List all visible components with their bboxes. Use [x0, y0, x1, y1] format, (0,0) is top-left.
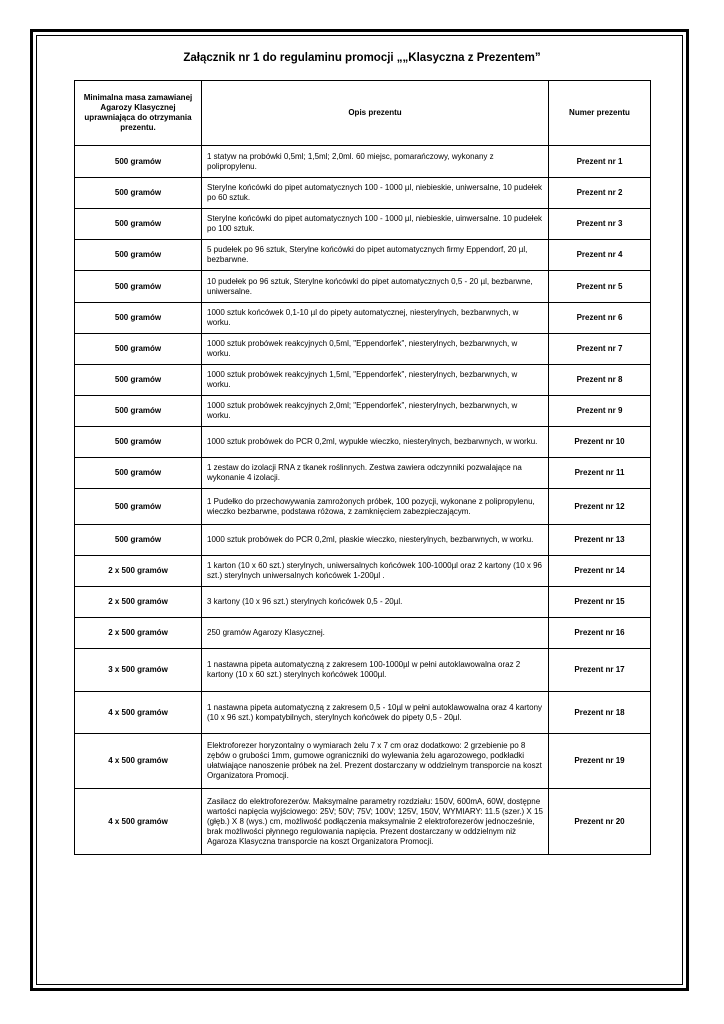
description-cell: 1000 sztuk probówek do PCR 0,2ml, wypukłe wieczko, niesterylnych, bezbarwnych, w worku.: [202, 427, 549, 458]
mass-cell: 2 x 500 gramów: [75, 587, 202, 618]
table-row: [75, 734, 651, 789]
table-header-row: [75, 81, 651, 146]
number-cell: Prezent nr 7: [549, 334, 651, 365]
number-cell: Prezent nr 15: [549, 587, 651, 618]
description-cell: 1 statyw na probówki 0,5ml; 1,5ml; 2,0ml. 60 miejsc, pomarańczowy, wykonany z polipropylenu.: [202, 146, 549, 178]
mass-cell: 500 gramów: [75, 396, 202, 427]
mass-cell: 500 gramów: [75, 334, 202, 365]
header-description: Opis prezentu: [202, 81, 549, 146]
table-row: [75, 618, 651, 649]
number-cell: Prezent nr 17: [549, 649, 651, 692]
number-cell: Prezent nr 3: [549, 209, 651, 240]
mass-cell: 500 gramów: [75, 178, 202, 209]
mass-cell: 500 gramów: [75, 240, 202, 271]
table-row: [75, 240, 651, 271]
mass-cell: 500 gramów: [75, 209, 202, 240]
table-row: [75, 458, 651, 489]
table-row: [75, 178, 651, 209]
table-row: [75, 365, 651, 396]
table-row: [75, 525, 651, 556]
description-cell: Sterylne końcówki do pipet automatycznych 100 - 1000 µl, niebieskie, uniwersalne, 10 pudełek po 60 sztuk.: [202, 178, 549, 209]
number-cell: Prezent nr 14: [549, 556, 651, 587]
table-row: [75, 692, 651, 734]
header-mass: Minimalna masa zamawianej Agarozy Klasycznej uprawniająca do otrzymania prezentu.: [75, 81, 202, 146]
number-cell: Prezent nr 16: [549, 618, 651, 649]
mass-cell: 500 gramów: [75, 458, 202, 489]
number-cell: Prezent nr 13: [549, 525, 651, 556]
description-cell: 1000 sztuk probówek do PCR 0,2ml, płaskie wieczko, niesterylnych, bezbarwnych, w worku.: [202, 525, 549, 556]
description-cell: 3 kartony (10 x 96 szt.) sterylnych końcówek 0,5 - 20µl.: [202, 587, 549, 618]
number-cell: Prezent nr 1: [549, 146, 651, 178]
number-cell: Prezent nr 18: [549, 692, 651, 734]
mass-cell: 500 gramów: [75, 365, 202, 396]
number-cell: Prezent nr 12: [549, 489, 651, 525]
table-row: [75, 209, 651, 240]
description-cell: 250 gramów Agarozy Klasycznej.: [202, 618, 549, 649]
description-cell: 10 pudełek po 96 sztuk, Sterylne końcówki do pipet automatycznych 0,5 - 20 µl, bezbarwne, uniwersalne.: [202, 271, 549, 303]
header-number: Numer prezentu: [549, 81, 651, 146]
description-cell: 1000 sztuk końcówek 0,1-10 µl do pipety automatycznej, niesterylnych, bezbarwnych, w worku.: [202, 303, 549, 334]
description-cell: Elektroforezer horyzontalny o wymiarach żelu 7 x 7 cm oraz dodatkowo: 2 grzebienie po 8 zębów o grubości 1mm, gumowe ograniczniki do wylewania żelu agarozowego, podkładki ułatwiające nanoszenie próbek na żel. Prezent dostarczany w oddzielnym transporcie na koszt Organizatora Promocji.: [202, 734, 549, 789]
description-cell: 1 karton (10 x 60 szt.) sterylnych, uniwersalnych końcówek 100-1000µl oraz 2 kartony (10 x 96 szt.) sterylnych uniwersalnych końcówek 1-200µl .: [202, 556, 549, 587]
description-cell: 1000 sztuk probówek reakcyjnych 1,5ml, "Eppendorfek", niesterylnych, bezbarwnych, w worku.: [202, 365, 549, 396]
mass-cell: 500 gramów: [75, 303, 202, 334]
mass-cell: 2 x 500 gramów: [75, 556, 202, 587]
mass-cell: 500 gramów: [75, 271, 202, 303]
table-row: [75, 789, 651, 855]
document-title: Załącznik nr 1 do regulaminu promocji „„Klasyczna z Prezentem”: [183, 52, 541, 64]
prize-table: [74, 80, 651, 855]
description-cell: 1000 sztuk probówek reakcyjnych 2,0ml; "Eppendorfek", niesterylnych, bezbarwnych, w worku.: [202, 396, 549, 427]
description-cell: 5 pudełek po 96 sztuk, Sterylne końcówki do pipet automatycznych firmy Eppendorf, 20 µl, bezbarwne.: [202, 240, 549, 271]
description-cell: Zasilacz do elektroforezerów. Maksymalne parametry rozdziału: 150V, 600mA, 60W, dostępne wartości napięcia wyjściowego: 25V; 50V; 75V; 100V; 125V, 150V, WYMIARY: 11.5 (szer.) X 15 (głęb.) X 8 (wys.) cm, możliwość podłączenia maksymalnie 2 elektroforezerów jednocześnie, brak możliwości płynnego regulowania napięcia. Prezent dostarczany w oddzielnym niż Agaroza Klasyczna transporcie na koszt Organizatora Promocji.: [202, 789, 549, 855]
mass-cell: 500 gramów: [75, 525, 202, 556]
table-row: [75, 396, 651, 427]
mass-cell: 2 x 500 gramów: [75, 618, 202, 649]
mass-cell: 500 gramów: [75, 489, 202, 525]
number-cell: Prezent nr 20: [549, 789, 651, 855]
description-cell: 1 Pudełko do przechowywania zamrożonych próbek, 100 pozycji, wykonane z polipropylenu, wieczko bezbarwne, podstawa różowa, z zamknięciem zabezpieczającym.: [202, 489, 549, 525]
number-cell: Prezent nr 2: [549, 178, 651, 209]
number-cell: Prezent nr 10: [549, 427, 651, 458]
mass-cell: 4 x 500 gramów: [75, 692, 202, 734]
mass-cell: 4 x 500 gramów: [75, 734, 202, 789]
description-cell: 1 nastawna pipeta automatyczną z zakresem 0,5 - 10µl w pełni autoklawowalna oraz 4 kartony (10 x 96 szt.) kompatybilnych, sterylnych końcówek do pipety 0,5 - 20µl.: [202, 692, 549, 734]
table-row: [75, 334, 651, 365]
description-cell: Sterylne końcówki do pipet automatycznych 100 - 1000 µl, niebieskie, uinwersalne. 10 pudełek po 100 sztuk.: [202, 209, 549, 240]
mass-cell: 4 x 500 gramów: [75, 789, 202, 855]
description-cell: 1 nastawna pipeta automatyczną z zakresem 100-1000µl w pełni autoklawowalna oraz 2 kartony (10 x 60 szt.) sterylnych końcówek 1000µl.: [202, 649, 549, 692]
description-cell: 1 zestaw do izolacji RNA z tkanek roślinnych. Zestwa zawiera odczynniki pozwalające na wykonanie 4 izolacji.: [202, 458, 549, 489]
mass-cell: 3 x 500 gramów: [75, 649, 202, 692]
table-row: [75, 489, 651, 525]
table-row: [75, 556, 651, 587]
table-row: [75, 427, 651, 458]
number-cell: Prezent nr 6: [549, 303, 651, 334]
number-cell: Prezent nr 9: [549, 396, 651, 427]
table-row: [75, 146, 651, 178]
table-row: [75, 303, 651, 334]
description-cell: 1000 sztuk probówek reakcyjnych 0,5ml, "Eppendorfek", niesterylnych, bezbarwnych, w worku.: [202, 334, 549, 365]
number-cell: Prezent nr 19: [549, 734, 651, 789]
table-row: [75, 587, 651, 618]
number-cell: Prezent nr 5: [549, 271, 651, 303]
mass-cell: 500 gramów: [75, 146, 202, 178]
table-row: [75, 271, 651, 303]
number-cell: Prezent nr 8: [549, 365, 651, 396]
number-cell: Prezent nr 11: [549, 458, 651, 489]
number-cell: Prezent nr 4: [549, 240, 651, 271]
table-row: [75, 649, 651, 692]
mass-cell: 500 gramów: [75, 427, 202, 458]
